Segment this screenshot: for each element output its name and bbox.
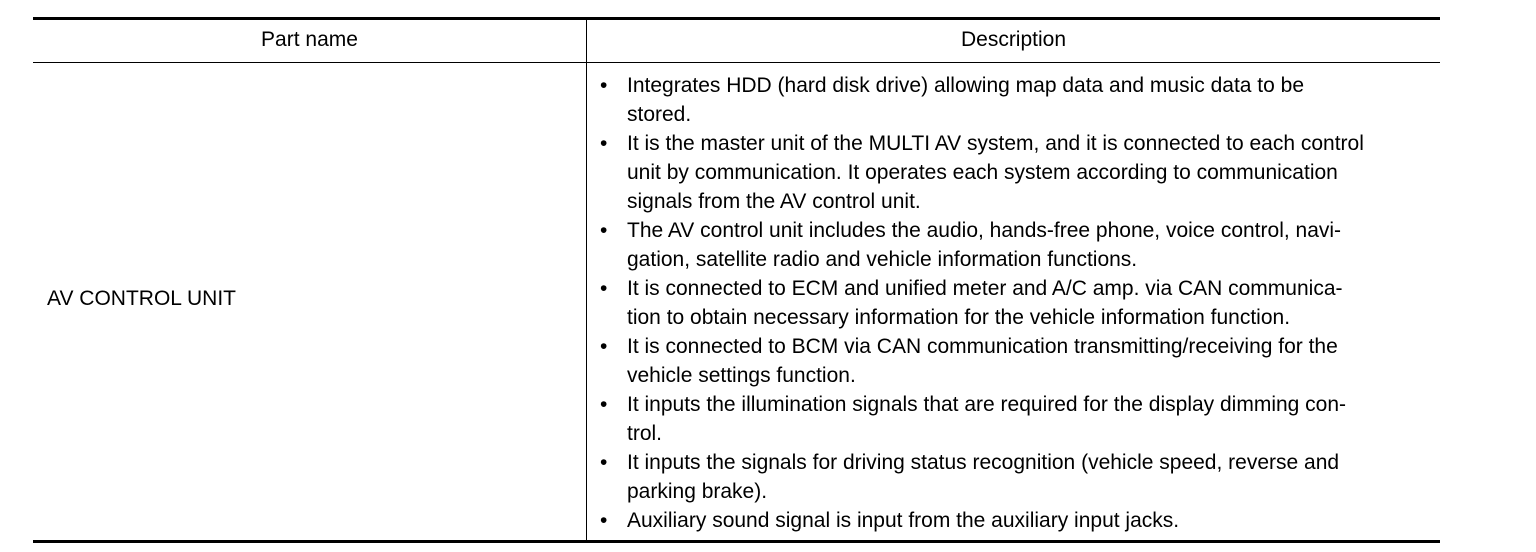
description-item: [599, 506, 1433, 535]
description-line: trol.: [627, 422, 663, 445]
description-item: [599, 71, 1433, 129]
table-header-row: [33, 20, 1440, 63]
header-description: Description: [960, 28, 1067, 51]
bullet-icon: •: [600, 74, 608, 97]
description-line: Auxiliary sound signal is input from the auxiliary input jacks.: [627, 509, 1180, 532]
description-line: tion to obtain necessary information for the vehicle information function.: [627, 306, 1291, 329]
bullet-icon: •: [600, 335, 608, 358]
description-item: [599, 390, 1433, 448]
bullet-icon: •: [600, 277, 608, 300]
description-item: [599, 448, 1433, 506]
description-line: gation, satellite radio and vehicle information functions.: [627, 248, 1138, 271]
description-line: It is the master unit of the MULTI AV system, and it is connected to each control: [627, 132, 1364, 155]
description-line: stored.: [627, 103, 692, 126]
bullet-icon: •: [600, 132, 608, 155]
part-name-cell: AV CONTROL UNIT: [47, 287, 237, 310]
description-item: [599, 332, 1433, 390]
description-line: It is connected to ECM and unified meter and A/C amp. via CAN communica-: [627, 277, 1343, 300]
description-list: [599, 71, 1433, 535]
description-line: Integrates HDD (hard disk drive) allowing map data and music data to be: [627, 74, 1305, 97]
description-line: signals from the AV control unit.: [627, 190, 921, 213]
description-line: It is connected to BCM via CAN communication transmitting/receiving for the: [627, 335, 1338, 358]
description-line: unit by communication. It operates each system according to communication: [627, 161, 1338, 184]
column-divider: [586, 20, 587, 540]
bullet-icon: •: [600, 393, 608, 416]
description-line: The AV control unit includes the audio, hands-free phone, voice control, navi-: [627, 219, 1342, 242]
description-item: [599, 129, 1433, 216]
description-line: It inputs the illumination signals that are required for the display dimming con-: [627, 393, 1347, 416]
description-item: [599, 274, 1433, 332]
description-line: parking brake).: [627, 480, 768, 503]
parts-table: [33, 17, 1440, 543]
bullet-icon: •: [600, 509, 608, 532]
description-item: [599, 216, 1433, 274]
header-part-name: Part name: [261, 28, 358, 51]
description-line: vehicle settings function.: [627, 364, 856, 387]
bullet-icon: •: [600, 451, 608, 474]
description-line: It inputs the signals for driving status recognition (vehicle speed, reverse and: [627, 451, 1340, 474]
bullet-icon: •: [600, 219, 608, 242]
